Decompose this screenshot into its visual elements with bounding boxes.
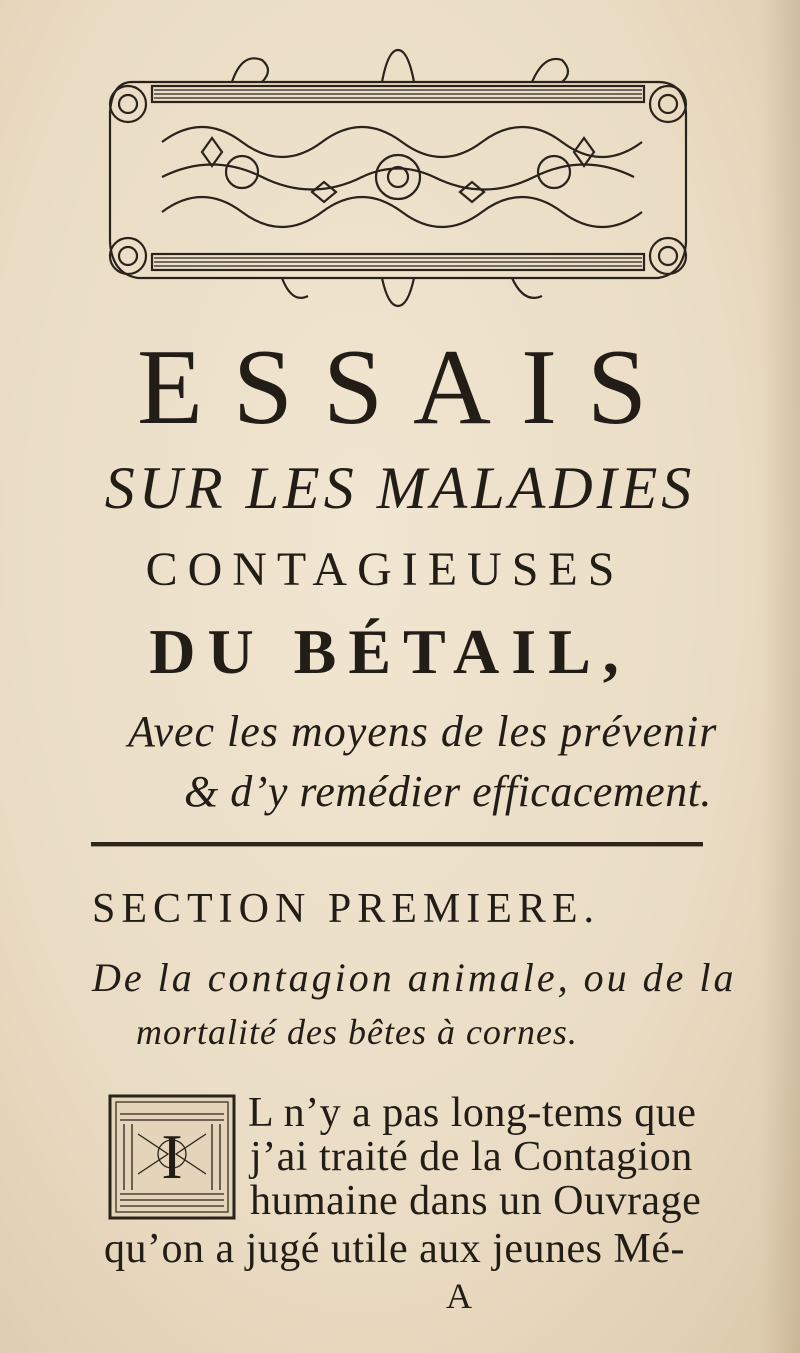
decorated-drop-cap (108, 1094, 236, 1220)
body-text-line-4: qu’on a jugé utile aux jeunes Mé- (104, 1226, 685, 1272)
section-subtitle-line-2: mortalité des bêtes à cornes. (136, 1012, 578, 1052)
section-heading: SECTION PREMIERE. (92, 886, 601, 932)
title-essais: ESSAIS (136, 328, 678, 447)
signature-mark: A (446, 1276, 472, 1316)
body-text-line-3: humaine dans un Ouvrage (250, 1178, 702, 1224)
body-text-line-1: L n’y a pas long-tems que (248, 1090, 697, 1136)
drop-cap-letter: I (161, 1121, 183, 1192)
title-contagieuses: CONTAGIEUSES (145, 543, 625, 596)
title-du-betail: DU BÉTAIL, (149, 616, 631, 687)
body-text-line-2: j’ai traité de la Contagion (250, 1134, 693, 1180)
subtitle-line-1: Avec les moyens de les prévenir (128, 707, 718, 756)
horizontal-rule (91, 842, 703, 846)
subtitle-line-2: & d’y remédier efficacement. (184, 767, 712, 816)
section-subtitle-line-1: De la contagion animale, ou de la (92, 955, 737, 1000)
ornamental-headpiece (92, 42, 704, 312)
title-sur-les-maladies: SUR LES MALADIES (104, 455, 696, 521)
